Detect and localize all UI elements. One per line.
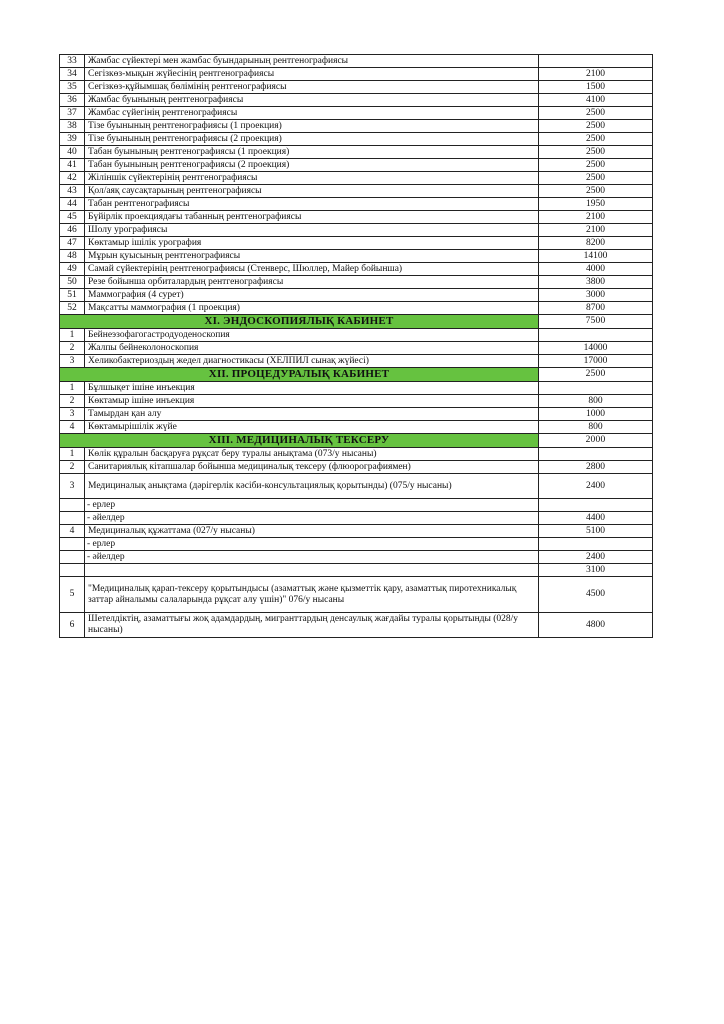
- table-row: [60, 421, 653, 434]
- price-cell: 1500: [539, 81, 653, 94]
- price-cell: 2100: [539, 68, 653, 81]
- price-cell: 2000: [539, 434, 653, 448]
- price-cell: [539, 538, 653, 551]
- price-cell: 2400: [539, 551, 653, 564]
- row-number: 46: [60, 224, 85, 237]
- price-cell: 8700: [539, 302, 653, 315]
- table-row: [60, 564, 653, 577]
- service-description: Жалпы бейнеколоноскопия: [85, 342, 539, 355]
- service-description: Бұлшықет ішіне инъекция: [85, 382, 539, 395]
- row-number: 50: [60, 276, 85, 289]
- price-cell: 8200: [539, 237, 653, 250]
- table-row: [60, 224, 653, 237]
- row-number: 34: [60, 68, 85, 81]
- row-number: 2: [60, 342, 85, 355]
- table-row: [60, 395, 653, 408]
- service-description: Медициналық құжаттама (027/у нысаны): [85, 525, 539, 538]
- price-cell: [539, 329, 653, 342]
- service-description: Шолу урографиясы: [85, 224, 539, 237]
- price-cell: 2500: [539, 133, 653, 146]
- service-description: Медициналық анықтама (дәрігерлік кәсіби-консультациялық қорытынды) (075/у нысаны): [85, 474, 539, 499]
- price-cell: 2500: [539, 368, 653, 382]
- price-cell: 1000: [539, 408, 653, 421]
- row-number: 52: [60, 302, 85, 315]
- price-cell: 4500: [539, 577, 653, 613]
- row-number: 6: [60, 613, 85, 638]
- row-number: 4: [60, 525, 85, 538]
- table-row: [60, 408, 653, 421]
- row-number: 2: [60, 395, 85, 408]
- service-description: - әйелдер: [85, 512, 539, 525]
- row-number: 37: [60, 107, 85, 120]
- service-description: Сегізкөз-мықын жүйесінің рентгенографиясы: [85, 68, 539, 81]
- row-number: 3: [60, 355, 85, 368]
- table-row: [60, 55, 653, 68]
- price-list-page: [59, 54, 653, 638]
- price-table-body: [60, 55, 653, 638]
- row-number: 47: [60, 237, 85, 250]
- table-row: [60, 159, 653, 172]
- table-row: [60, 474, 653, 499]
- price-cell: [539, 382, 653, 395]
- price-cell: 3000: [539, 289, 653, 302]
- table-row: [60, 94, 653, 107]
- price-cell: 800: [539, 395, 653, 408]
- row-number: 4: [60, 421, 85, 434]
- row-number: 51: [60, 289, 85, 302]
- row-number: 33: [60, 55, 85, 68]
- price-cell: 2500: [539, 120, 653, 133]
- service-description: Табан рентгенографиясы: [85, 198, 539, 211]
- price-cell: 3100: [539, 564, 653, 577]
- price-cell: 4100: [539, 94, 653, 107]
- row-number: [60, 499, 85, 512]
- row-number: 5: [60, 577, 85, 613]
- service-description: Көктамырішілік жүйе: [85, 421, 539, 434]
- table-row: [60, 538, 653, 551]
- price-cell: 17000: [539, 355, 653, 368]
- service-description: Тізе буынының рентгенографиясы (2 проекция): [85, 133, 539, 146]
- table-row: [60, 448, 653, 461]
- section-title: XII. ПРОЦЕДУРАЛЫҚ КАБИНЕТ: [60, 368, 539, 382]
- service-description: Жамбас сүйегінің рентгенографиясы: [85, 107, 539, 120]
- price-cell: [539, 448, 653, 461]
- price-cell: [539, 499, 653, 512]
- table-row: [60, 289, 653, 302]
- service-description: Көлік құралын басқаруға рұқсат беру туралы анықтама (073/у нысаны): [85, 448, 539, 461]
- service-description: Мұрын қуысының рентгенографиясы: [85, 250, 539, 263]
- price-cell: 2500: [539, 185, 653, 198]
- service-description: Көктамыр ішіне инъекция: [85, 395, 539, 408]
- service-description: "Медициналық қарап-тексеру қорытындысы (азаматтық және қызметтік қару, азаматтық пиротехникалық заттар айналымы салаларында рұқсат алу үшін)" 076/у нысаны: [85, 577, 539, 613]
- row-number: 42: [60, 172, 85, 185]
- row-number: 1: [60, 382, 85, 395]
- section-header-row: [60, 434, 653, 448]
- service-description: - ерлер: [85, 538, 539, 551]
- row-number: 3: [60, 474, 85, 499]
- service-description: Қол/аяқ саусақтарының рентгенографиясы: [85, 185, 539, 198]
- price-cell: 1950: [539, 198, 653, 211]
- service-description: Бейнеэзофагогастродуоденоскопия: [85, 329, 539, 342]
- service-description: Резе бойынша орбиталардың рентгенографиясы: [85, 276, 539, 289]
- price-cell: 4000: [539, 263, 653, 276]
- price-cell: 4400: [539, 512, 653, 525]
- service-description: Тамырдан қан алу: [85, 408, 539, 421]
- service-description: Жіліншік сүйектерінің рентгенографиясы: [85, 172, 539, 185]
- section-header-row: [60, 368, 653, 382]
- row-number: [60, 551, 85, 564]
- table-row: [60, 613, 653, 638]
- service-description: Табан буынының рентгенографиясы (1 проекция): [85, 146, 539, 159]
- table-row: [60, 512, 653, 525]
- table-row: [60, 237, 653, 250]
- service-description: Хеликобактериоздың жедел диагностикасы (ХЕЛПИЛ сынақ жүйесі): [85, 355, 539, 368]
- row-number: [60, 538, 85, 551]
- row-number: 1: [60, 329, 85, 342]
- service-description: Сегізкөз-құйымшақ бөлімінің рентгенографиясы: [85, 81, 539, 94]
- row-number: 36: [60, 94, 85, 107]
- row-number: 41: [60, 159, 85, 172]
- row-number: 48: [60, 250, 85, 263]
- price-cell: 2400: [539, 474, 653, 499]
- price-cell: 2100: [539, 211, 653, 224]
- price-cell: 14000: [539, 342, 653, 355]
- service-description: Тізе буынының рентгенографиясы (1 проекция): [85, 120, 539, 133]
- table-row: [60, 355, 653, 368]
- price-cell: 4800: [539, 613, 653, 638]
- price-cell: 3800: [539, 276, 653, 289]
- table-row: [60, 250, 653, 263]
- price-table: [59, 54, 653, 638]
- price-cell: [539, 55, 653, 68]
- service-description: Бүйірлік проекциядағы табанның рентгенографиясы: [85, 211, 539, 224]
- table-row: [60, 133, 653, 146]
- price-cell: 800: [539, 421, 653, 434]
- table-row: [60, 172, 653, 185]
- table-row: [60, 276, 653, 289]
- table-row: [60, 263, 653, 276]
- service-description: Жамбас буынының рентгенографиясы: [85, 94, 539, 107]
- price-cell: 2800: [539, 461, 653, 474]
- service-description: Самай сүйектерінің рентгенографиясы (Стенверс, Шюллер, Майер бойынша): [85, 263, 539, 276]
- row-number: 38: [60, 120, 85, 133]
- row-number: [60, 564, 85, 577]
- section-title: XI. ЭНДОСКОПИЯЛЫҚ КАБИНЕТ: [60, 315, 539, 329]
- table-row: [60, 68, 653, 81]
- service-description: Жамбас сүйектері мен жамбас буындарының рентгенографиясы: [85, 55, 539, 68]
- service-description: Көктамыр ішілік урография: [85, 237, 539, 250]
- table-row: [60, 499, 653, 512]
- table-row: [60, 461, 653, 474]
- table-row: [60, 382, 653, 395]
- row-number: 2: [60, 461, 85, 474]
- price-cell: 2500: [539, 146, 653, 159]
- row-number: 39: [60, 133, 85, 146]
- row-number: [60, 512, 85, 525]
- price-cell: 14100: [539, 250, 653, 263]
- service-description: Шетелдіктің, азаматтығы жоқ адамдардың, мигранттардың денсаулық жағдайы туралы қорытынды (028/у нысаны): [85, 613, 539, 638]
- price-cell: 2100: [539, 224, 653, 237]
- table-row: [60, 551, 653, 564]
- table-row: [60, 525, 653, 538]
- table-row: [60, 185, 653, 198]
- row-number: 43: [60, 185, 85, 198]
- service-description: Мақсатты маммография (1 проекция): [85, 302, 539, 315]
- row-number: 35: [60, 81, 85, 94]
- table-row: [60, 211, 653, 224]
- price-cell: 5100: [539, 525, 653, 538]
- section-title: XIII. МЕДИЦИНАЛЫҚ ТЕКСЕРУ: [60, 434, 539, 448]
- price-cell: 2500: [539, 107, 653, 120]
- price-cell: 2500: [539, 172, 653, 185]
- row-number: 45: [60, 211, 85, 224]
- section-header-row: [60, 315, 653, 329]
- table-row: [60, 198, 653, 211]
- service-description: [85, 564, 539, 577]
- table-row: [60, 329, 653, 342]
- table-row: [60, 120, 653, 133]
- row-number: 40: [60, 146, 85, 159]
- service-description: Табан буынының рентгенографиясы (2 проекция): [85, 159, 539, 172]
- service-description: Маммография (4 сурет): [85, 289, 539, 302]
- table-row: [60, 107, 653, 120]
- row-number: 3: [60, 408, 85, 421]
- row-number: 44: [60, 198, 85, 211]
- table-row: [60, 146, 653, 159]
- price-cell: 7500: [539, 315, 653, 329]
- price-cell: 2500: [539, 159, 653, 172]
- table-row: [60, 342, 653, 355]
- row-number: 49: [60, 263, 85, 276]
- service-description: - ерлер: [85, 499, 539, 512]
- table-row: [60, 577, 653, 613]
- row-number: 1: [60, 448, 85, 461]
- service-description: Санитариялық кітапшалар бойынша медициналық тексеру (флюорографиямен): [85, 461, 539, 474]
- service-description: - әйелдер: [85, 551, 539, 564]
- table-row: [60, 81, 653, 94]
- table-row: [60, 302, 653, 315]
